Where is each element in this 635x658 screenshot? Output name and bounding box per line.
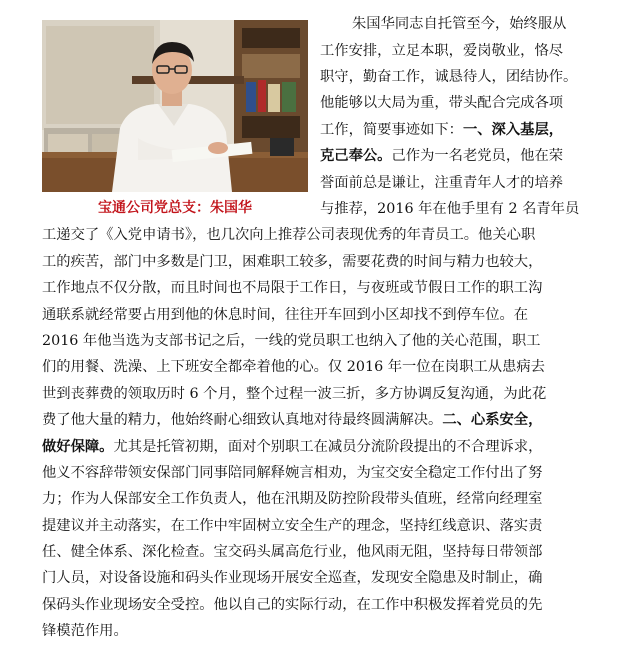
article-line: [42, 516, 624, 542]
article-line: [42, 489, 624, 515]
article-text: 工作地点不仅分散，而且时间也不局限于工作日，与夜班或节假日工作的职工沟: [42, 280, 543, 296]
article-text: 尤其是托管初期，面对个别职工在减员分流阶段提出的不合理诉求，: [113, 439, 543, 455]
article-line: [42, 331, 624, 357]
article-text: 他义不容辞带领安保部门同事陪同解释婉言相劝，为宝交安全稳定工作付出了努: [42, 465, 543, 481]
article-text: 与推荐，2016 年在他手里有 2 名青年员: [320, 201, 580, 217]
article-text: 通联系就经常要占用到他的休息时间，往往开车回到小区却找不到停车位。在: [42, 307, 529, 323]
article-line: [42, 463, 624, 489]
article-line: [42, 621, 624, 647]
article-line: [42, 568, 624, 594]
article-line: [320, 173, 624, 199]
article-line: [320, 93, 624, 119]
article-line: [42, 305, 624, 331]
article-text: 任、健全体系、深化检查。宝交码头属高危行业，他风雨无阻，坚持每日带领部: [42, 544, 543, 560]
article-text: 己作为一名老党员，他在荣: [391, 148, 564, 164]
article-line: [352, 14, 624, 40]
article-text: 们的用餐、洗澡、上下班安全都牵着他的心。仅 2016 年一位在岗职工从患病去: [42, 359, 545, 375]
article-text: 工作，简要事迹如下：: [320, 122, 463, 138]
article-line: [42, 384, 624, 410]
article-text: 力；作为人保部安全工作负责人，他在汛期及防控阶段带头值班，经常向经理室: [42, 491, 543, 507]
article-text: 工递交了《入党申请书》，也几次向上推荐公司表现优秀的年青员工。他关心职: [42, 227, 536, 243]
section-heading-text: 二、心系安全，: [442, 412, 543, 428]
article-line: [42, 410, 624, 436]
section-heading-text: 一、深入基层，: [462, 122, 564, 138]
article-line: [42, 542, 624, 568]
article-line: [42, 252, 624, 278]
section-heading-text: 克己奉公。: [320, 148, 392, 164]
article-line: [42, 357, 624, 383]
article-text: 誉面前总是谦让，注重青年人才的培养: [320, 175, 564, 191]
article-text: 2016 年他当选为支部书记之后，一线的党员职工也纳入了他的关心范围，职工: [42, 333, 541, 349]
article-text: 提建议并主动落实，在工作中牢固树立安全生产的理念，坚持红线意识、落实责: [42, 518, 543, 534]
article-text: 门人员，对设备设施和码头作业现场开展安全巡查，发现安全隐患及时制止，确: [42, 570, 543, 586]
article-text: 他能够以大局为重，带头配合完成各项: [320, 95, 564, 111]
article-text: 世到丧葬费的领取历时 6 个月，整个过程一波三折，多方协调反复沟通，为此花: [42, 386, 547, 402]
article-line: [42, 437, 624, 463]
article-line: [320, 67, 624, 93]
article-text: 朱国华同志自托管至今，始终服从: [352, 16, 567, 32]
portrait-photo: [42, 20, 308, 192]
article-line: [320, 199, 624, 225]
person-at-desk-icon: [42, 20, 308, 192]
article-line: [42, 595, 624, 621]
article-text: 费了他大量的精力，他始终耐心细致认真地对待最终圆满解决。: [42, 412, 443, 428]
article-line: [320, 120, 624, 146]
section-heading-text: 做好保障。: [42, 439, 114, 455]
article-text: 锋模范作用。: [42, 623, 128, 639]
article-line: [42, 225, 624, 251]
article-line: [320, 146, 624, 172]
article-line: [320, 41, 624, 67]
article-text: 工的疾苦，部门中多数是门卫，困难职工较多，需要花费的时间与精力也较大，: [42, 254, 543, 270]
article-line: [42, 278, 624, 304]
photo-caption: 宝通公司党总支：朱国华: [98, 200, 252, 216]
article-text: 保码头作业现场安全受控。他以自己的实际行动，在工作中积极发挥着党员的先: [42, 597, 543, 613]
article-text: 职守，勤奋工作，诚恳待人，团结协作。: [320, 69, 578, 85]
article-text: 工作安排，立足本职，爱岗敬业，恪尽: [320, 43, 564, 59]
